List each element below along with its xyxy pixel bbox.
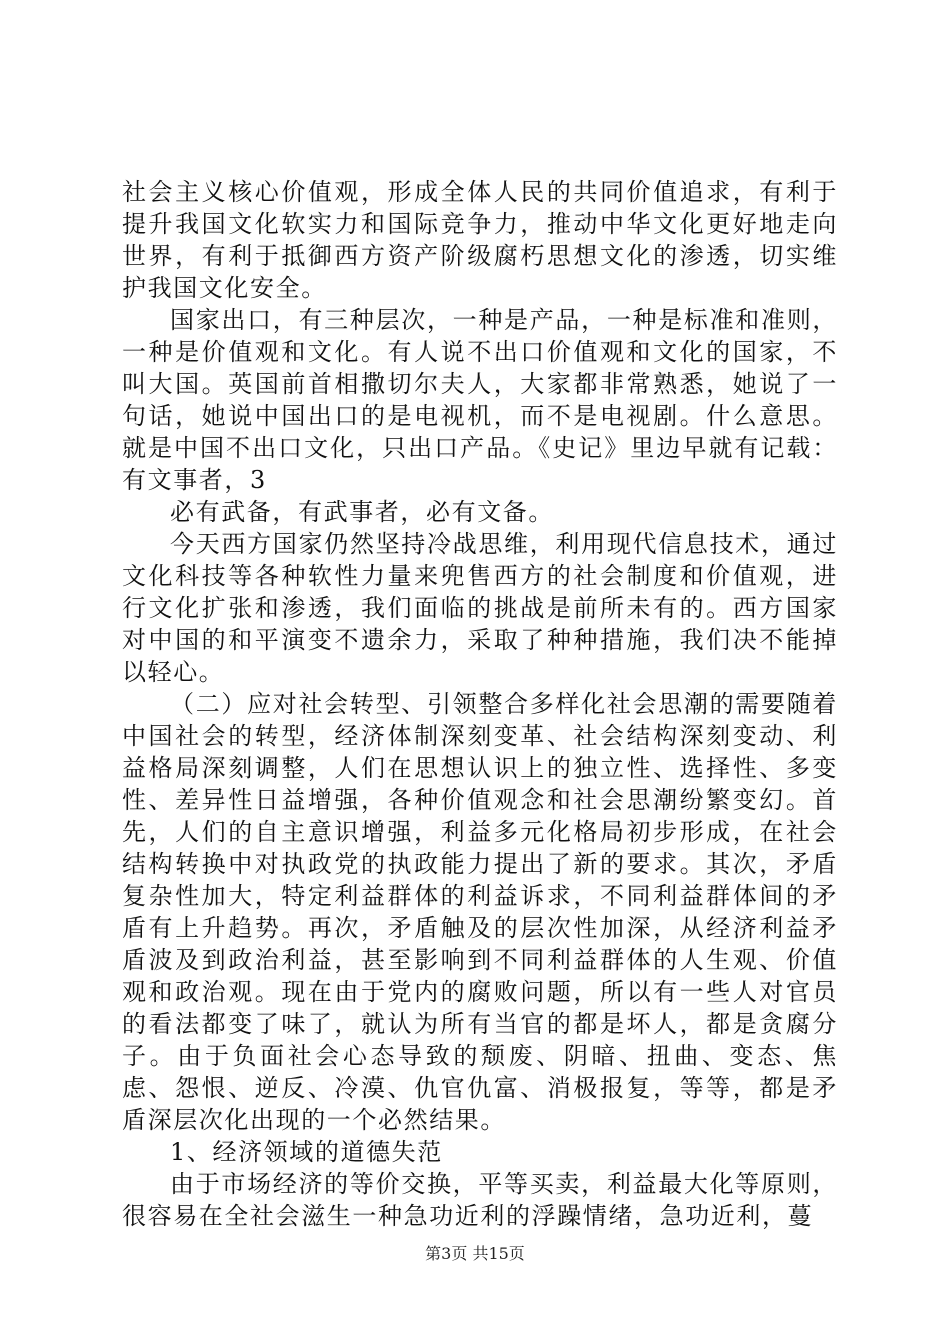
page-footer: 第3页 共15页 [425, 1244, 525, 1263]
paragraph-2: 国家出口，有三种层次，一种是产品，一种是标准和准则，一种是价值观和文化。有人说不出口价值观和文化的国家，不叫大国。英国前首相撒切尔夫人，大家都非常熟悉，她说了一句话，她说中国出口的是电视机，而不是电视剧。什么意思。就是中国不出口文化，只出口产品。《史记》里边早就有记载：有文事者，3 [122, 306, 838, 494]
paragraph-6: 由于市场经济的等价交换，平等买卖，利益最大化等原则，很容易在全社会滋生一种急功近利的浮躁情绪，急功近利，蔓 [122, 1170, 838, 1230]
section-heading: 1、经济领域的道德失范 [170, 1138, 443, 1166]
paragraph-1: 社会主义核心价值观，形成全体人民的共同价值追求，有利于提升我国文化软实力和国际竞争力，推动中华文化更好地走向世界，有利于抵御西方资产阶级腐朽思想文化的渗透，切实维护我国文化安全。 [122, 178, 838, 302]
document-body [122, 176, 838, 1232]
paragraph-5: （二）应对社会转型、引领整合多样化社会思潮的需要随着中国社会的转型，经济体制深刻变革、社会结构深刻变动、利益格局深刻调整，人们在思想认识上的独立性、选择性、多变性、差异性日益增强，各种价值观念和社会思潮纷繁变幻。首先，人们的自主意识增强，利益多元化格局初步形成，在社会结构转换中对执政党的执政能力提出了新的要求。其次，矛盾复杂性加大，特定利益群体的利益诉求，不同利益群体间的矛盾有上升趋势。再次，矛盾触及的层次性加深，从经济利益矛盾波及到政治利益，甚至影响到不同利益群体的人生观、价值观和政治观。现在由于党内的腐败问题，所以有一些人对官员的看法都变了味了，就认为所有当官的都是坏人，都是贪腐分子。由于负面社会心态导致的颓废、阴暗、扭曲、变态、焦虑、怨恨、逆反、冷漠、仇官仇富、消极报复，等等，都是矛盾深层次化出现的一个必然结果。 [122, 690, 838, 1134]
paragraph-4: 今天西方国家仍然坚持冷战思维，利用现代信息技术，通过文化科技等各种软性力量来兜售西方的社会制度和价值观，进行文化扩张和渗透，我们面临的挑战是前所未有的。西方国家对中国的和平演变不遗余力，采取了种种措施，我们决不能掉以轻心。 [122, 530, 838, 686]
paragraph-3: 必有武备，有武事者，必有文备。 [170, 498, 554, 526]
